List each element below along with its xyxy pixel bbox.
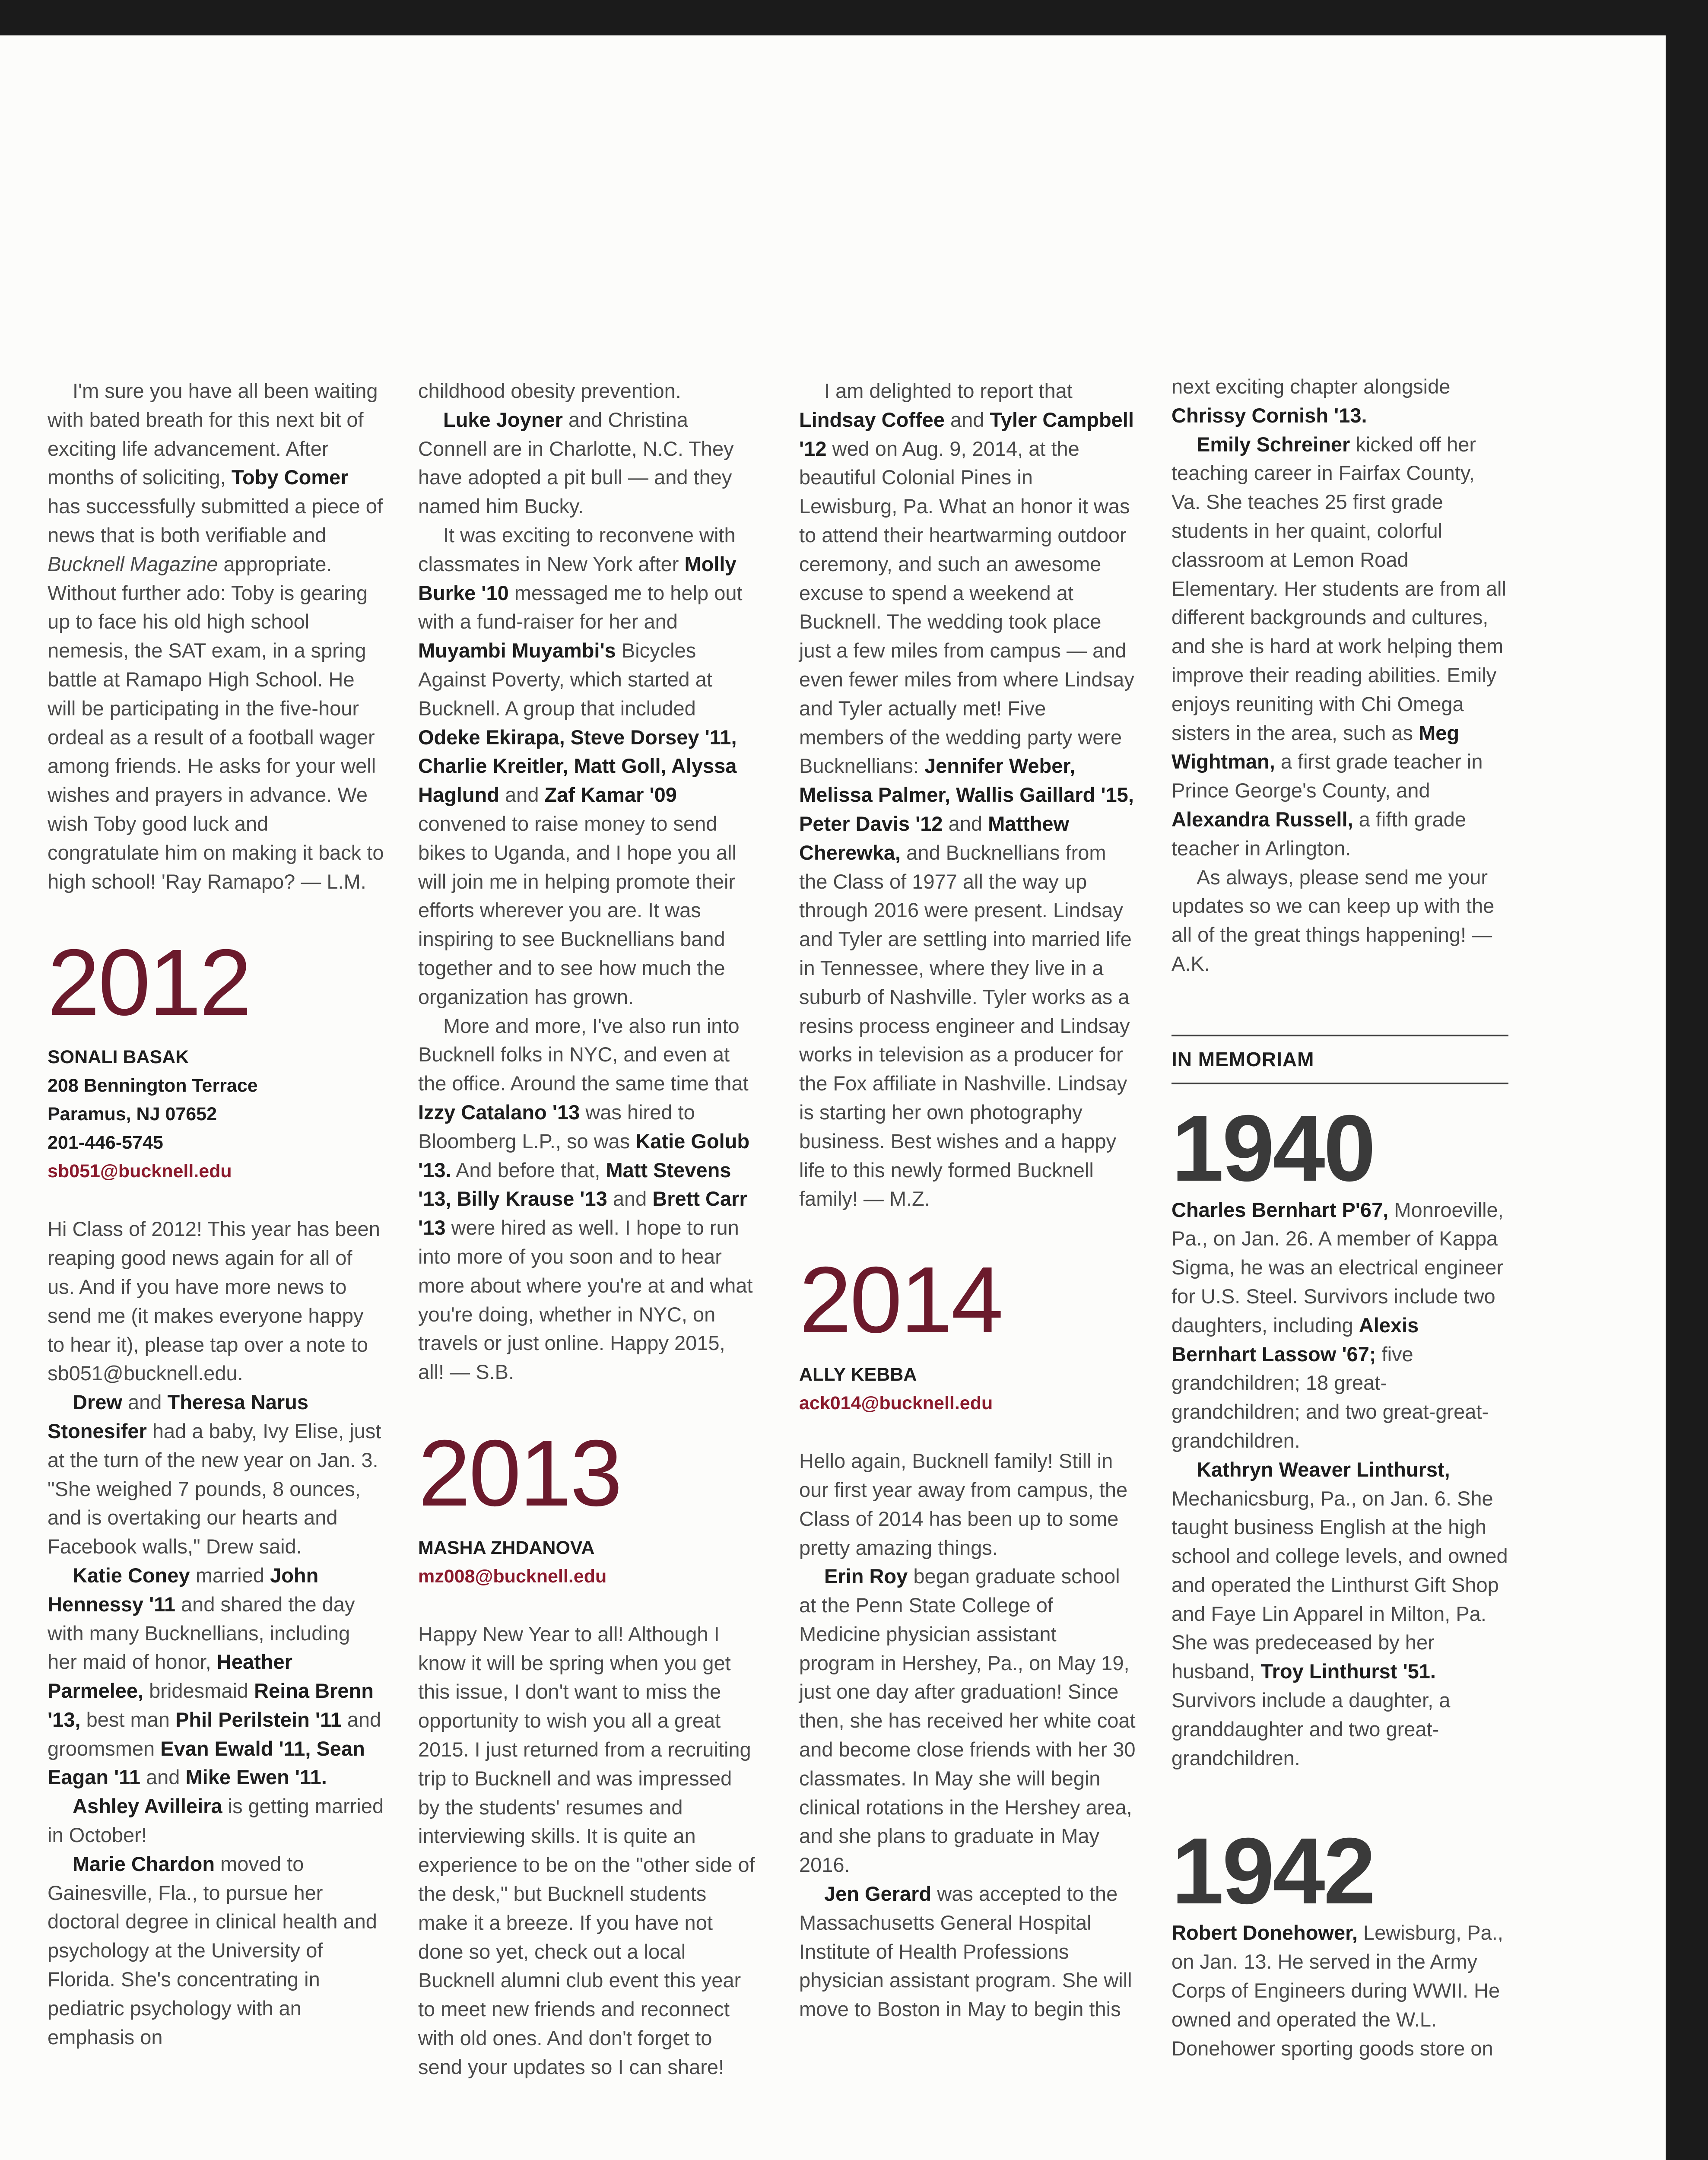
column-4 [1171, 372, 1508, 2063]
column-1 [48, 377, 384, 2052]
class-note-paragraph: Katie Coney married John Hennessy '11 and shared the day with many Bucknellians, including her maid of honor, Heather Parmelee, bridesmaid Reina Brenn '13, best man Phil Perilstein '11 and groomsmen Evan Ewald '11, Sean Eagan '11 and Mike Ewen '11. [48, 1563, 381, 1789]
class-note-paragraph: Erin Roy began graduate school at the Penn State College of Medicine physician assistant program in Hershey, Pa., on May 19, just one day after graduation! Since then, she has received her white coat and become close friends with her 30 classmates. In May she will begin clinical rotations in the Hershey area, and she plans to graduate in May 2016. [799, 1565, 1136, 1877]
obituary-paragraph: Robert Donehower, Lewisburg, Pa., on Jan. 13. He served in the Army Corps of Engineers during WWII. He owned and operated the W.L. Donehower sporting goods store on [1171, 1921, 1503, 2060]
correspondent-address-line1: 208 Bennington Terrace [48, 1075, 258, 1096]
column-3 [799, 377, 1136, 2024]
class-2013-section [418, 1420, 755, 2082]
class-note-paragraph: As always, please send me your updates so we can keep up with the all of the great things happening! — A.K. [1171, 865, 1495, 975]
memoriam-year-heading: 1942 [1171, 1819, 1374, 1924]
class-note-paragraph: More and more, I've also run into Bucknell folks in NYC, and even at the office. Around the same time that Izzy Catalano '13 was hired to Bloomberg L.P., so was Katie Golub '13. And before that, Matt Stevens '13, Billy Krause '13 and Brett Carr '13 were hired as well. I hope to run into more of you soon and to hear more about where you're at and what you're doing, whether in NYC, on travels or just online. Happy 2015, all! — S.B. [418, 1014, 753, 1384]
correspondent-name: ALLY KEBBA [799, 1364, 917, 1385]
memoriam-year-heading: 1940 [1171, 1096, 1374, 1201]
correspondent-address-line2: Paramus, NJ 07652 [48, 1104, 217, 1125]
class-note-paragraph: Hi Class of 2012! This year has been reaping good news again for all of us. And if you have more news to send me (it makes everyone happy to hear it), please tap over a note to sb051@bucknell.edu. [48, 1217, 380, 1385]
class-note-paragraph: Luke Joyner and Christina Connell are in Charlotte, N.C. They have adopted a pit bull — and they named him Bucky. [418, 408, 734, 518]
in-memoriam-heading: IN MEMORIAM [1171, 1035, 1508, 1084]
class-note-paragraph: Ashley Avilleira is getting married in October! [48, 1795, 384, 1847]
class-note-paragraph: Hello again, Bucknell family! Still in our first year away from campus, the Class of 2014 has been up to some pretty amazing things. [799, 1449, 1128, 1559]
class-note-paragraph: Marie Chardon moved to Gainesville, Fla., to pursue her doctoral degree in clinical health and psychology at the University of Florida. She's concentrating in pediatric psychology with an emphasis on [48, 1852, 377, 2049]
correspondent-email: ack014@bucknell.edu [799, 1393, 993, 1414]
class-2014-section [799, 1248, 1136, 2024]
correspondent-email: sb051@bucknell.edu [48, 1161, 232, 1182]
class-note-paragraph: next exciting chapter alongside Chrissy Cornish '13. [1171, 375, 1451, 427]
class-note-paragraph: I am delighted to report that Lindsay Coffee and Tyler Campbell '12 wed on Aug. 9, 2014, at the beautiful Colonial Pines in Lewisburg, Pa. What an honor it was to attend their heartwarming outdoor ceremony, and such an awesome excuse to spend a weekend at Bucknell. The wedding took place just a few miles from campus — and even fewer miles from where Lindsay and Tyler actually met! Five members of the wedding party were Bucknellians: Jennifer Weber, Melissa Palmer, Wallis Gaillard '15, Peter Davis '12 and Matthew Cherewka, and Bucknellians from the Class of 1977 all the way up through 2016 were present. Lindsay and Tyler are settling into married life in Tennessee, where they live in a suburb of Nashville. Tyler works as a resins process engineer and Lindsay works in television as a producer for the Fox affiliate in Nashville. Lindsay is starting her own photography business. Best wishes and a happy life to this newly formed Bucknell family! — M.Z. [799, 379, 1134, 1210]
class-note-paragraph: Emily Schreiner kicked off her teaching career in Fairfax County, Va. She teaches 25 first grade students in her quaint, colorful classroom at Lemon Road Elementary. Her students are from all different backgrounds and cultures, and she is hard at work helping them improve their reading abilities. Emily enjoys reuniting with Chi Omega sisters in the area, such as Meg Wightman, a first grade teacher in Prince George's County, and Alexandra Russell, a fifth grade teacher in Arlington. [1171, 432, 1506, 860]
class-year-heading: 2012 [48, 930, 250, 1036]
magazine-page [0, 35, 1666, 2160]
correspondent-name: SONALI BASAK [48, 1047, 189, 1068]
correspondent-phone: 201-446-5745 [48, 1132, 163, 1153]
obituary-paragraph: Kathryn Weaver Linthurst, Mechanicsburg, Pa., on Jan. 6. She taught business English at the high school and college levels, and owned and operated the Linthurst Gift Shop and Faye Lin Apparel in Milton, Pa. She was predeceased by her husband, Troy Linthurst '51. Survivors include a daughter, a granddaughter and two great-grandchildren. [1171, 1458, 1508, 1769]
class-year-heading: 2014 [799, 1248, 1002, 1353]
column-2 [418, 377, 755, 2082]
class-note-paragraph: childhood obesity prevention. [418, 379, 681, 402]
intro-paragraph: I'm sure you have all been waiting with bated breath for this next bit of exciting life advancement. After months of soliciting, Toby Comer has successfully submitted a piece of news that is both verifiable and Bucknell Magazine appropriate. Without further ado: Toby is gearing up to face his old high school nemesis, the SAT exam, in a spring battle at Ramapo High School. He will be participating in the five-hour ordeal as a result of a football wager among friends. He asks for your well wishes and prayers in advance. We wish Toby good luck and congratulate him on making it back to high school! 'Ray Ramapo? — L.M. [48, 379, 384, 893]
correspondent-email: mz008@bucknell.edu [418, 1566, 607, 1587]
class-note-paragraph: It was exciting to reconvene with classmates in New York after Molly Burke '10 messaged me to help out with a fund-raiser for her and Muyambi Muyambi's Bicycles Against Poverty, which started at Bucknell. A group that included Odeke Ekirapa, Steve Dorsey '11, Charlie Kreitler, Matt Goll, Alyssa Haglund and Zaf Kamar '09 convened to raise money to send bikes to Uganda, and I hope you all will join me in helping promote their efforts wherever you are. It was inspiring to see Bucknellians band together and to see how much the organization has grown. [418, 523, 743, 1008]
class-note-paragraph: Happy New Year to all! Although I know it will be spring when you get this issue, I don't want to miss the opportunity to wish you all a great 2015. I just returned from a recruiting trip to Bucknell and was impressed by the students' resumes and interviewing skills. It is quite an experience to be on the "other side of the desk," but Bucknell students make it a breeze. If you have not done so yet, check out a local Bucknell alumni club event this year to meet new friends and reconnect with old ones. And don't forget to send your updates so I can share! [418, 1622, 755, 2078]
class-note-paragraph: Jen Gerard was accepted to the Massachusetts General Hospital Institute of Health Professions physician assistant program. She will move to Boston in May to begin this [799, 1882, 1132, 2021]
class-2012-section [48, 930, 384, 2052]
obituary-paragraph: Charles Bernhart P'67, Monroeville, Pa., on Jan. 26. A member of Kappa Sigma, he was an electrical engineer for U.S. Steel. Survivors include two daughters, including Alexis Bernhart Lassow '67; five grandchildren; 18 great-grandchildren; and two great-great-grandchildren. [1171, 1198, 1504, 1452]
class-year-heading: 2013 [418, 1420, 621, 1526]
correspondent-name: MASHA ZHDANOVA [418, 1537, 595, 1558]
class-note-paragraph: Drew and Theresa Narus Stonesifer had a baby, Ivy Elise, just at the turn of the new year on Jan. 3. "She weighed 7 pounds, 8 ounces, and is overtaking our hearts and Facebook walls," Drew said. [48, 1391, 381, 1558]
